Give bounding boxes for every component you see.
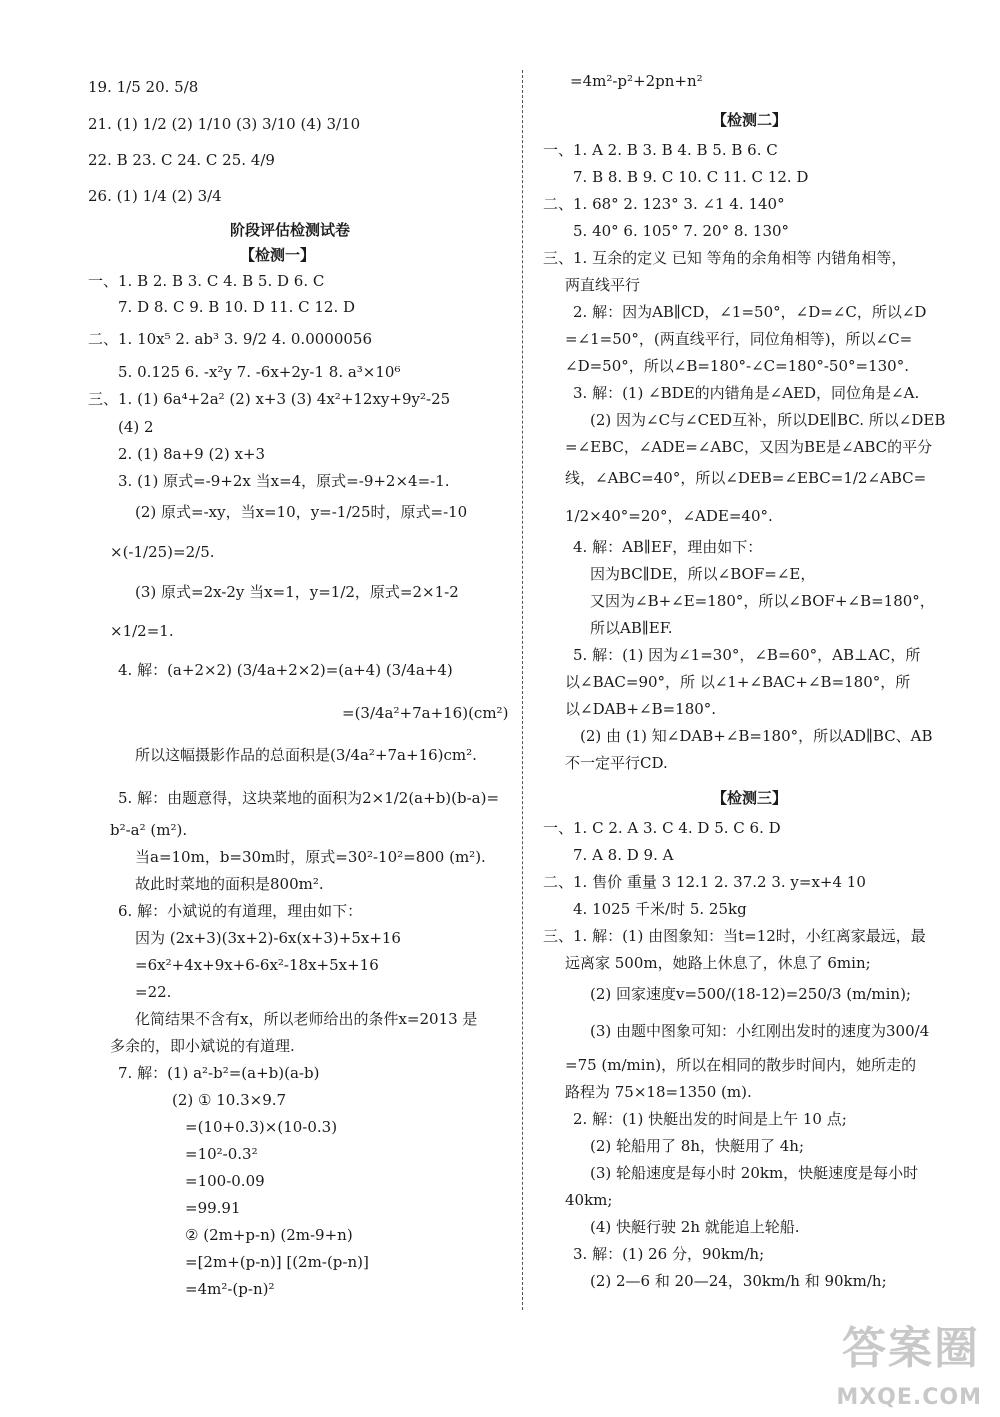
answer-line: (3) 由题中图象可知：小红刚出发时的速度为300/4 [590, 1022, 930, 1040]
watermark-logo [838, 1325, 988, 1411]
answer-line: (2) 原式=-xy，当x=10，y=-1/25时，原式=-10 [135, 503, 468, 521]
answer-line: 又因为∠B+∠E=180°，所以∠BOF+∠B=180°， [590, 592, 935, 610]
section-heading: 【检测一】 [240, 246, 316, 264]
answer-line: 二、1. 10x⁵ 2. ab³ 3. 9/2 4. 0.0000056 [88, 330, 372, 348]
answer-line: 当a=10m，b=30m时，原式=30²-10²=800 (m²). [135, 848, 486, 866]
watermark-text: 答案圈 [842, 1323, 980, 1374]
answer-line: =(10+0.3)×(10-0.3) [185, 1118, 338, 1136]
answer-line: 2. 解：(1) 快艇出发的时间是上午 10 点; [573, 1110, 847, 1128]
answer-line: 7. B 8. B 9. C 10. C 11. C 12. D [573, 168, 809, 186]
answer-line: ×(-1/25)=2/5. [110, 543, 215, 561]
answer-line: 两直线平行 [565, 276, 641, 294]
answer-line: 3. 解：(1) 26 分，90km/h; [573, 1245, 765, 1263]
answer-line: 路程为 75×18=1350 (m). [565, 1083, 752, 1101]
answer-line: 三、1. (1) 6a⁴+2a² (2) x+3 (3) 4x²+12xy+9y²-25 [88, 390, 451, 408]
answer-line: 三、1. 解：(1) 由图象知：当t=12时，小红离家最远，最 [543, 927, 926, 945]
answer-line: 6. 解：小斌说的有道理，理由如下： [118, 902, 363, 920]
answer-line: 5. 解：由题意得，这块菜地的面积为2×1/2(a+b)(b-a)= [118, 789, 500, 807]
section-heading: 【检测三】 [712, 789, 788, 807]
answer-line: 40km; [565, 1191, 613, 1209]
answer-line: 4. 解：AB∥EF，理由如下： [573, 538, 763, 556]
answer-line: 3. 解：(1) ∠BDE的内错角是∠AED，同位角是∠A. [573, 384, 920, 402]
answer-line: 4. 1025 千米/时 5. 25kg [573, 900, 747, 918]
answer-line: 19. 1/5 20. 5/8 [88, 78, 199, 96]
answer-line: ×1/2=1. [110, 622, 174, 640]
answer-line: 以∠BAC=90°，所 以∠1+∠BAC+∠B=180°，所 [565, 673, 911, 691]
answer-line: 1/2×40°=20°，∠ADE=40°. [565, 507, 773, 525]
answer-line: 多余的，即小斌说的有道理. [110, 1037, 295, 1055]
answer-line: ∠D=50°，所以∠B=180°-∠C=180°-50°=130°. [565, 357, 909, 375]
answer-line: =99.91 [185, 1199, 241, 1217]
answer-line: (2) 2—6 和 20—24，30km/h 和 90km/h; [590, 1272, 887, 1290]
answer-line: 不一定平行CD. [565, 754, 668, 772]
answer-line: 所以这幅摄影作品的总面积是(3/4a²+7a+16)cm². [135, 746, 477, 764]
answer-line: 22. B 23. C 24. C 25. 4/9 [88, 151, 275, 169]
answer-line: 5. 40° 6. 105° 7. 20° 8. 130° [573, 222, 790, 240]
answer-line: 一、1. C 2. A 3. C 4. D 5. C 6. D [543, 819, 781, 837]
answer-line: 7. 解：(1) a²-b²=(a+b)(a-b) [118, 1064, 320, 1082]
answer-line: 5. 解：(1) 因为∠1=30°，∠B=60°，AB⊥AC，所 [573, 646, 921, 664]
answer-line: 一、1. A 2. B 3. B 4. B 5. B 6. C [543, 141, 778, 159]
answer-line: =75 (m/min)，所以在相同的散步时间内，她所走的 [565, 1056, 917, 1074]
answer-line: 7. A 8. D 9. A [573, 846, 674, 864]
answer-line: =100-0.09 [185, 1172, 265, 1190]
answer-line: (3) 轮船速度是每小时 20km，快艇速度是每小时 [590, 1164, 919, 1182]
answer-line: 5. 0.125 6. -x²y 7. -6x+2y-1 8. a³×10⁶ [118, 363, 401, 381]
answer-line: 二、1. 售价 重量 3 12.1 2. 37.2 3. y=x+4 10 [543, 873, 866, 891]
answer-line: =∠1=50°，(两直线平行，同位角相等)，所以∠C= [565, 330, 913, 348]
answer-line: 3. (1) 原式=-9+2x 当x=4，原式=-9+2×4=-1. [118, 472, 450, 490]
section-heading: 【检测二】 [712, 111, 788, 129]
column-divider [522, 70, 523, 1310]
answer-line: b²-a² (m²). [110, 821, 188, 839]
watermark-url: MXQE.COM [836, 1385, 982, 1410]
answer-line: 4. 解：(a+2×2) (3/4a+2×2)=(a+4) (3/4a+4) [118, 661, 453, 679]
answer-line: ② (2m+p-n) (2m-9+n) [185, 1226, 353, 1244]
answer-line: 2. (1) 8a+9 (2) x+3 [118, 445, 266, 463]
answer-line: (2) ① 10.3×9.7 [172, 1091, 287, 1109]
answer-line: 以∠DAB+∠B=180°. [565, 700, 717, 718]
answer-line: 远离家 500m，她路上休息了，休息了 6min; [565, 954, 871, 972]
answer-line: (2) 回家速度v=500/(18-12)=250/3 (m/min); [590, 985, 911, 1003]
answer-line: 因为 (2x+3)(3x+2)-6x(x+3)+5x+16 [135, 929, 401, 947]
answer-line: =[2m+(p-n)] [(2m-(p-n)] [185, 1253, 369, 1271]
answer-line: =(3/4a²+7a+16)(cm²) [342, 704, 509, 722]
answer-line: (4) 2 [118, 418, 154, 436]
answer-line: 线，∠ABC=40°，所以∠DEB=∠EBC=1/2∠ABC= [565, 469, 927, 487]
answer-line: 26. (1) 1/4 (2) 3/4 [88, 187, 222, 205]
answer-line: 故此时菜地的面积是800m². [135, 875, 324, 893]
answer-line: (4) 快艇行驶 2h 就能追上轮船. [590, 1218, 800, 1236]
answer-line: =4m²-p²+2pn+n² [570, 72, 703, 90]
answer-line: 因为BC∥DE，所以∠BOF=∠E， [590, 565, 816, 583]
answer-line: (2) 由 (1) 知∠DAB+∠B=180°，所以AD∥BC、AB [580, 727, 933, 745]
answer-line: =4m²-(p-n)² [185, 1280, 275, 1298]
answer-line: =22. [135, 983, 172, 1001]
answer-line: 所以AB∥EF. [590, 619, 673, 637]
answer-line: (3) 原式=2x-2y 当x=1，y=1/2，原式=2×1-2 [135, 583, 459, 601]
answer-line: =10²-0.3² [185, 1145, 258, 1163]
answer-line: 2. 解：因为AB∥CD，∠1=50°，∠D=∠C，所以∠D [573, 303, 927, 321]
answer-line: 三、1. 互余的定义 已知 等角的余角相等 内错角相等， [543, 249, 907, 267]
section-heading: 阶段评估检测试卷 [230, 221, 351, 239]
answer-line: (2) 轮船用了 8h，快艇用了 4h; [590, 1137, 805, 1155]
answer-line: =∠EBC，∠ADE=∠ABC，又因为BE是∠ABC的平分 [565, 438, 933, 456]
answer-line: =6x²+4x+9x+6-6x²-18x+5x+16 [135, 956, 379, 974]
answer-line: 7. D 8. C 9. B 10. D 11. C 12. D [118, 298, 356, 316]
answer-line: 化简结果不含有x，所以老师给出的条件x=2013 是 [135, 1010, 478, 1028]
answer-line: (2) 因为∠C与∠CED互补，所以DE∥BC. 所以∠DEB [590, 411, 946, 429]
answer-line: 一、1. B 2. B 3. C 4. B 5. D 6. C [88, 272, 325, 290]
answer-line: 21. (1) 1/2 (2) 1/10 (3) 3/10 (4) 3/10 [88, 115, 361, 133]
answer-line: 二、1. 68° 2. 123° 3. ∠1 4. 140° [543, 195, 785, 213]
